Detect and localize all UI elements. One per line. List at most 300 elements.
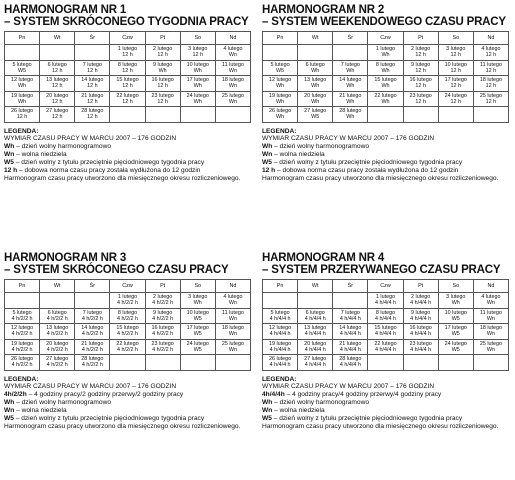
- cell-date: 21 lutego: [339, 92, 362, 99]
- cell-hours: 4 h/2/2 h: [81, 331, 103, 338]
- legend-text: LEGENDA:: [262, 127, 297, 135]
- day-cell: [438, 308, 473, 324]
- day-cell: [75, 60, 110, 76]
- panel-title-line-1: HARMONOGRAM NR 1: [4, 4, 127, 16]
- legend-text: Harmonogram czasu pracy utworzono dla miesięcznego okresu rozliczeniowego.: [4, 422, 241, 430]
- day-cell: [438, 60, 473, 76]
- day-cell: [215, 76, 250, 92]
- empty-cell: [263, 45, 298, 61]
- cell-date: 3 lutego: [188, 46, 208, 53]
- day-cell: [180, 60, 215, 76]
- cell-hours: 12 h: [51, 67, 63, 74]
- table-row: [263, 45, 509, 61]
- cell-hours: 4 h/2/2 h: [152, 331, 174, 338]
- cell-hours: 4 h/4/4 h: [269, 331, 291, 338]
- legend-line: [262, 399, 512, 407]
- cell-hours: 12 h: [450, 67, 462, 74]
- cell-hours: 4 h/2/2 h: [11, 346, 33, 353]
- legend-line: [262, 407, 512, 415]
- day-cell: [438, 339, 473, 355]
- cell-hours: 4 h/4/4 h: [304, 362, 326, 369]
- day-cell: [75, 355, 110, 371]
- day-cell: [473, 91, 508, 107]
- cell-hours: Wn: [228, 346, 237, 353]
- day-cell: [215, 339, 250, 355]
- cell-hours: 4 h/4/4 h: [304, 346, 326, 353]
- empty-cell: [298, 45, 333, 61]
- cell-hours: 12 h: [122, 67, 133, 74]
- cell-date: 14 lutego: [339, 77, 362, 84]
- cell-date: 9 lutego: [153, 61, 173, 68]
- day-header: Czw: [110, 32, 145, 45]
- cell-hours: 12 h: [122, 98, 133, 105]
- day-cell: [145, 91, 180, 107]
- cell-date: 10 lutego: [444, 61, 467, 68]
- cell-hours: Wh: [451, 300, 460, 307]
- cell-hours: 12 h: [485, 52, 497, 59]
- legend-key: Wh: [262, 143, 273, 151]
- empty-cell: [215, 107, 250, 123]
- cell-hours: Wn: [228, 83, 237, 90]
- day-cell: [110, 91, 145, 107]
- cell-date: 25 lutego: [221, 340, 245, 347]
- cell-hours: 4 h/2/2 h: [152, 300, 174, 307]
- legend-text: – dzień wolny z tytułu przeciętnie pięciodniowego tygodnia pracy: [13, 159, 205, 167]
- cell-hours: 12 h: [157, 52, 168, 59]
- legend-key: Wh: [262, 399, 273, 407]
- day-cell: [40, 76, 75, 92]
- legend: [262, 128, 512, 183]
- cell-date: 19 lutego: [10, 340, 34, 347]
- cell-hours: Wh: [193, 98, 202, 105]
- day-cell: [110, 308, 145, 324]
- cell-hours: W5: [451, 331, 460, 338]
- cell-date: 4 lutego: [223, 46, 243, 53]
- table-row: [263, 107, 509, 123]
- empty-cell: [438, 107, 473, 123]
- table-row: [263, 60, 509, 76]
- cell-hours: 4 h/4/4 h: [339, 315, 361, 322]
- legend-key: Wn: [262, 407, 273, 415]
- cell-date: 18 lutego: [221, 325, 245, 332]
- empty-cell: [145, 355, 180, 371]
- day-cell: [5, 324, 40, 340]
- cell-date: 26 lutego: [10, 108, 34, 115]
- legend-text: LEGENDA:: [4, 375, 39, 383]
- cell-hours: W5: [451, 346, 460, 353]
- cell-date: 13 lutego: [304, 77, 327, 84]
- empty-cell: [473, 107, 508, 123]
- legend-line: [4, 423, 249, 431]
- cell-date: 6 lutego: [305, 61, 325, 68]
- cell-date: 17 lutego: [444, 77, 467, 84]
- day-cell: [263, 107, 298, 123]
- day-cell: [180, 293, 215, 309]
- cell-hours: 4 h/2/2 h: [81, 362, 103, 369]
- cell-date: 15 lutego: [374, 77, 397, 84]
- day-header: Pt: [145, 32, 180, 45]
- cell-hours: 4 h/4/4 h: [304, 315, 326, 322]
- legend-text: Harmonogram czasu pracy utworzono dla miesięcznego okresu rozliczeniowego.: [262, 422, 499, 430]
- day-header: Pn: [263, 32, 298, 45]
- cell-hours: Wn: [228, 315, 237, 322]
- day-cell: [145, 293, 180, 309]
- cell-date: 28 lutego: [81, 356, 104, 363]
- day-cell: [5, 355, 40, 371]
- cell-hours: Wh: [346, 83, 355, 90]
- cell-date: 11 lutego: [222, 61, 244, 68]
- cell-date: 17 lutego: [186, 77, 209, 84]
- day-cell: [473, 339, 508, 355]
- day-cell: [40, 91, 75, 107]
- cell-date: 16 lutego: [409, 325, 432, 332]
- empty-cell: [145, 107, 180, 123]
- day-cell: [263, 308, 298, 324]
- day-header: So: [180, 32, 215, 45]
- day-cell: [215, 293, 250, 309]
- day-cell: [438, 91, 473, 107]
- cell-date: 25 lutego: [221, 92, 245, 99]
- table-row: [263, 91, 509, 107]
- cell-date: 17 lutego: [444, 325, 467, 332]
- cell-date: 28 lutego: [339, 108, 362, 115]
- cell-date: 10 lutego: [186, 61, 209, 68]
- cell-date: 6 lutego: [47, 309, 67, 316]
- cell-hours: W5: [276, 67, 285, 74]
- day-cell: [75, 91, 110, 107]
- cell-hours: 12 h: [51, 83, 63, 90]
- day-cell: [75, 324, 110, 340]
- cell-date: 21 lutego: [81, 340, 104, 347]
- cell-date: 7 lutego: [340, 61, 360, 68]
- cell-date: 7 lutego: [82, 309, 102, 316]
- day-header: Wt: [298, 32, 333, 45]
- cell-date: 5 lutego: [12, 309, 32, 316]
- cell-hours: Wh: [18, 98, 27, 105]
- cell-hours: 4 h/2/2 h: [46, 346, 68, 353]
- day-cell: [333, 308, 368, 324]
- legend-line: [4, 175, 249, 183]
- legend-text: – dzień wolny z tytułu przeciętnie pięciodniowego tygodnia pracy: [13, 415, 205, 423]
- day-cell: [75, 339, 110, 355]
- day-cell: [403, 91, 438, 107]
- cell-hours: Wh: [381, 98, 390, 105]
- legend-key: 12 h: [4, 167, 18, 175]
- day-cell: [5, 339, 40, 355]
- cell-hours: 4 h/4/4 h: [339, 362, 361, 369]
- day-cell: [473, 293, 508, 309]
- cell-date: 24 lutego: [186, 340, 209, 347]
- day-cell: [263, 324, 298, 340]
- cell-hours: 12 h: [87, 98, 98, 105]
- cell-date: 2 lutego: [411, 294, 431, 301]
- cell-date: 2 lutego: [153, 46, 173, 53]
- cell-date: 15 lutego: [374, 325, 397, 332]
- legend-text: – dzień wolny z tytułu przeciętnie pięciodniowego tygodnia pracy: [271, 415, 463, 423]
- cell-hours: W5: [18, 67, 27, 74]
- day-cell: [298, 324, 333, 340]
- harmonogram-panel-4: [262, 252, 512, 431]
- legend-line: [262, 383, 512, 391]
- day-cell: [403, 339, 438, 355]
- cell-date: 12 lutego: [268, 77, 292, 84]
- cell-date: 5 lutego: [270, 309, 290, 316]
- cell-date: 20 lutego: [46, 92, 69, 99]
- legend-line: [4, 143, 254, 151]
- cell-date: 23 lutego: [151, 340, 174, 347]
- day-cell: [263, 76, 298, 92]
- cell-hours: W5: [193, 346, 202, 353]
- cell-date: 21 lutego: [81, 92, 104, 99]
- cell-date: 26 lutego: [268, 356, 292, 363]
- cell-hours: 4 h/2/2 h: [11, 331, 33, 338]
- empty-cell: [333, 293, 368, 309]
- cell-hours: W5: [193, 315, 202, 322]
- cell-date: 1 lutego: [117, 294, 138, 301]
- cell-date: 8 lutego: [375, 61, 396, 68]
- cell-hours: Wh: [311, 83, 320, 90]
- day-cell: [333, 107, 368, 123]
- legend: [4, 128, 254, 183]
- legend-line: [4, 391, 254, 399]
- table-row: [5, 76, 251, 92]
- legend-line: [4, 159, 254, 167]
- panel-title-line-2: – SYSTEM PRZERYWANEGO CZASU PRACY: [262, 264, 501, 276]
- cell-hours: Wh: [381, 67, 390, 74]
- legend-key: Wn: [262, 151, 273, 159]
- cell-hours: Wh: [193, 300, 202, 307]
- cell-hours: 4 h/2/2 h: [46, 315, 68, 322]
- cell-hours: Wn: [486, 315, 495, 322]
- cell-hours: Wh: [276, 114, 285, 121]
- empty-cell: [215, 355, 250, 371]
- day-cell: [333, 91, 368, 107]
- cell-date: 27 lutego: [46, 108, 69, 115]
- table-header-row: [263, 32, 509, 45]
- day-header: So: [180, 280, 215, 293]
- legend-text: – 4 godziny pracy/4 godziny przerwy/4 godziny pracy: [284, 391, 442, 399]
- day-cell: [180, 308, 215, 324]
- empty-cell: [110, 355, 145, 371]
- cell-date: 3 lutego: [446, 294, 466, 301]
- cell-date: 14 lutego: [339, 325, 362, 332]
- cell-hours: 4 h/4/4 h: [375, 331, 396, 338]
- legend-line: [4, 407, 254, 415]
- cell-date: 2 lutego: [153, 294, 173, 301]
- legend-key: W5: [262, 159, 272, 167]
- legend-text: – dzień wolny harmonogramowo: [14, 399, 112, 407]
- cell-hours: Wh: [381, 52, 390, 59]
- legend-text: – wolna niedziela: [14, 151, 67, 159]
- cell-hours: 4 h/2/2 h: [117, 346, 138, 353]
- day-header: Czw: [368, 32, 403, 45]
- day-cell: [5, 76, 40, 92]
- panel-title-line-1: HARMONOGRAM NR 2: [262, 4, 385, 16]
- legend-key: 12 h: [262, 167, 276, 175]
- day-cell: [473, 76, 508, 92]
- legend-key: Wh: [4, 399, 15, 407]
- table-row: [263, 324, 509, 340]
- cell-date: 7 lutego: [82, 61, 102, 68]
- panel-title-line-2: – SYSTEM SKRÓCONEGO TYGODNIA PRACY: [4, 16, 249, 28]
- cell-date: 27 lutego: [46, 356, 69, 363]
- day-header: Pt: [403, 280, 438, 293]
- cell-date: 24 lutego: [186, 92, 209, 99]
- legend-key: 4h/2/2h: [4, 391, 27, 399]
- legend-text: – wolna niedziela: [272, 151, 325, 159]
- panel-title-line-2: – SYSTEM WEEKENDOWEGO CZASU PRACY: [262, 16, 506, 28]
- schedule-table: [262, 279, 509, 371]
- day-cell: [368, 45, 403, 61]
- cell-date: 16 lutego: [409, 77, 432, 84]
- cell-hours: 12 h: [16, 114, 28, 121]
- table-row: [263, 308, 509, 324]
- legend-key: Wn: [4, 407, 15, 415]
- day-cell: [110, 45, 145, 61]
- cell-date: 16 lutego: [151, 77, 174, 84]
- legend-text: – dzień wolny harmonogramowo: [272, 399, 370, 407]
- cell-date: 13 lutego: [46, 325, 69, 332]
- day-cell: [145, 324, 180, 340]
- cell-date: 23 lutego: [409, 340, 432, 347]
- day-header: So: [438, 280, 473, 293]
- cell-hours: W5: [451, 315, 460, 322]
- day-cell: [145, 60, 180, 76]
- day-cell: [333, 339, 368, 355]
- cell-date: 17 lutego: [186, 325, 209, 332]
- day-cell: [438, 45, 473, 61]
- cell-date: 22 lutego: [116, 340, 139, 347]
- cell-date: 13 lutego: [46, 77, 69, 84]
- day-cell: [333, 60, 368, 76]
- day-header: Pt: [145, 280, 180, 293]
- cell-hours: 4 h/2/2 h: [81, 315, 103, 322]
- day-header: Wt: [298, 280, 333, 293]
- legend-text: LEGENDA:: [262, 375, 297, 383]
- day-header: Śr: [75, 32, 110, 45]
- day-cell: [473, 308, 508, 324]
- empty-cell: [368, 355, 403, 371]
- cell-hours: 12 h: [122, 83, 133, 90]
- legend-key: W5: [4, 159, 14, 167]
- cell-date: 14 lutego: [81, 77, 104, 84]
- empty-cell: [75, 293, 110, 309]
- day-cell: [438, 324, 473, 340]
- day-cell: [298, 76, 333, 92]
- legend-line: [4, 415, 254, 423]
- cell-date: 16 lutego: [151, 325, 174, 332]
- cell-date: 10 lutego: [444, 309, 467, 316]
- day-cell: [5, 91, 40, 107]
- legend-line: [262, 415, 512, 423]
- day-cell: [180, 339, 215, 355]
- day-cell: [473, 324, 508, 340]
- table-row: [263, 76, 509, 92]
- legend-text: Harmonogram czasu pracy utworzono dla miesięcznego okresu rozliczeniowego.: [262, 174, 499, 182]
- day-cell: [75, 107, 110, 123]
- empty-cell: [40, 45, 75, 61]
- cell-hours: 4 h/2/2 h: [46, 362, 68, 369]
- day-header: Czw: [110, 280, 145, 293]
- day-cell: [40, 339, 75, 355]
- day-header: Pn: [5, 280, 40, 293]
- legend-key: W5: [4, 415, 14, 423]
- day-cell: [333, 324, 368, 340]
- cell-hours: 4 h/2/2 h: [117, 300, 138, 307]
- legend: [4, 376, 254, 431]
- cell-hours: 4 h/4/4 h: [304, 331, 326, 338]
- cell-date: 9 lutego: [153, 309, 173, 316]
- legend-line: [262, 423, 507, 431]
- cell-hours: Wn: [228, 67, 237, 74]
- table-row: [263, 355, 509, 371]
- cell-hours: Wn: [486, 331, 495, 338]
- empty-cell: [180, 107, 215, 123]
- cell-date: 26 lutego: [268, 108, 292, 115]
- day-header: Pn: [5, 32, 40, 45]
- day-cell: [333, 355, 368, 371]
- cell-date: 4 lutego: [223, 294, 243, 301]
- day-cell: [368, 293, 403, 309]
- legend-line: [262, 143, 512, 151]
- panel-title-line-1: HARMONOGRAM NR 4: [262, 252, 385, 264]
- harmonogram-panel-3: [4, 252, 254, 431]
- day-header: Czw: [368, 280, 403, 293]
- cell-date: 4 lutego: [481, 46, 501, 53]
- cell-hours: Wn: [486, 300, 495, 307]
- legend-key: W5: [262, 415, 272, 423]
- harmonogram-panel-1: [4, 4, 254, 183]
- day-header: Śr: [333, 280, 368, 293]
- legend-text: WYMIAR CZASU PRACY W MARCU 2007 – 176 GODZIN: [4, 135, 177, 143]
- empty-cell: [75, 45, 110, 61]
- legend-text: – 4 godziny pracy/2 godziny przerwy/2 godziny pracy: [26, 391, 184, 399]
- cell-hours: Wh: [276, 83, 285, 90]
- legend-line: [4, 399, 254, 407]
- cell-date: 2 lutego: [411, 46, 431, 53]
- cell-date: 12 lutego: [268, 325, 292, 332]
- legend-line: [262, 175, 507, 183]
- cell-hours: Wn: [228, 300, 237, 307]
- table-row: [263, 293, 509, 309]
- table-header-row: [263, 280, 509, 293]
- cell-hours: 12 h: [415, 67, 426, 74]
- empty-cell: [403, 355, 438, 371]
- cell-date: 28 lutego: [81, 108, 104, 115]
- day-header: Nd: [215, 32, 250, 45]
- empty-cell: [40, 293, 75, 309]
- cell-date: 1 lutego: [375, 46, 396, 53]
- empty-cell: [110, 107, 145, 123]
- day-cell: [368, 60, 403, 76]
- harmonogram-panel-2: [262, 4, 512, 183]
- cell-date: 28 lutego: [339, 356, 362, 363]
- day-cell: [368, 339, 403, 355]
- cell-date: 15 lutego: [116, 325, 139, 332]
- panel-title-line-1: HARMONOGRAM NR 3: [4, 252, 127, 264]
- day-cell: [368, 91, 403, 107]
- cell-hours: Wh: [276, 98, 285, 105]
- cell-date: 22 lutego: [374, 340, 397, 347]
- legend: [262, 376, 512, 431]
- day-cell: [368, 308, 403, 324]
- day-header: Nd: [473, 280, 508, 293]
- cell-hours: 12 h: [51, 114, 63, 121]
- table-row: [5, 355, 251, 371]
- cell-date: 27 lutego: [304, 108, 327, 115]
- empty-cell: [5, 45, 40, 61]
- cell-hours: W5: [311, 114, 320, 121]
